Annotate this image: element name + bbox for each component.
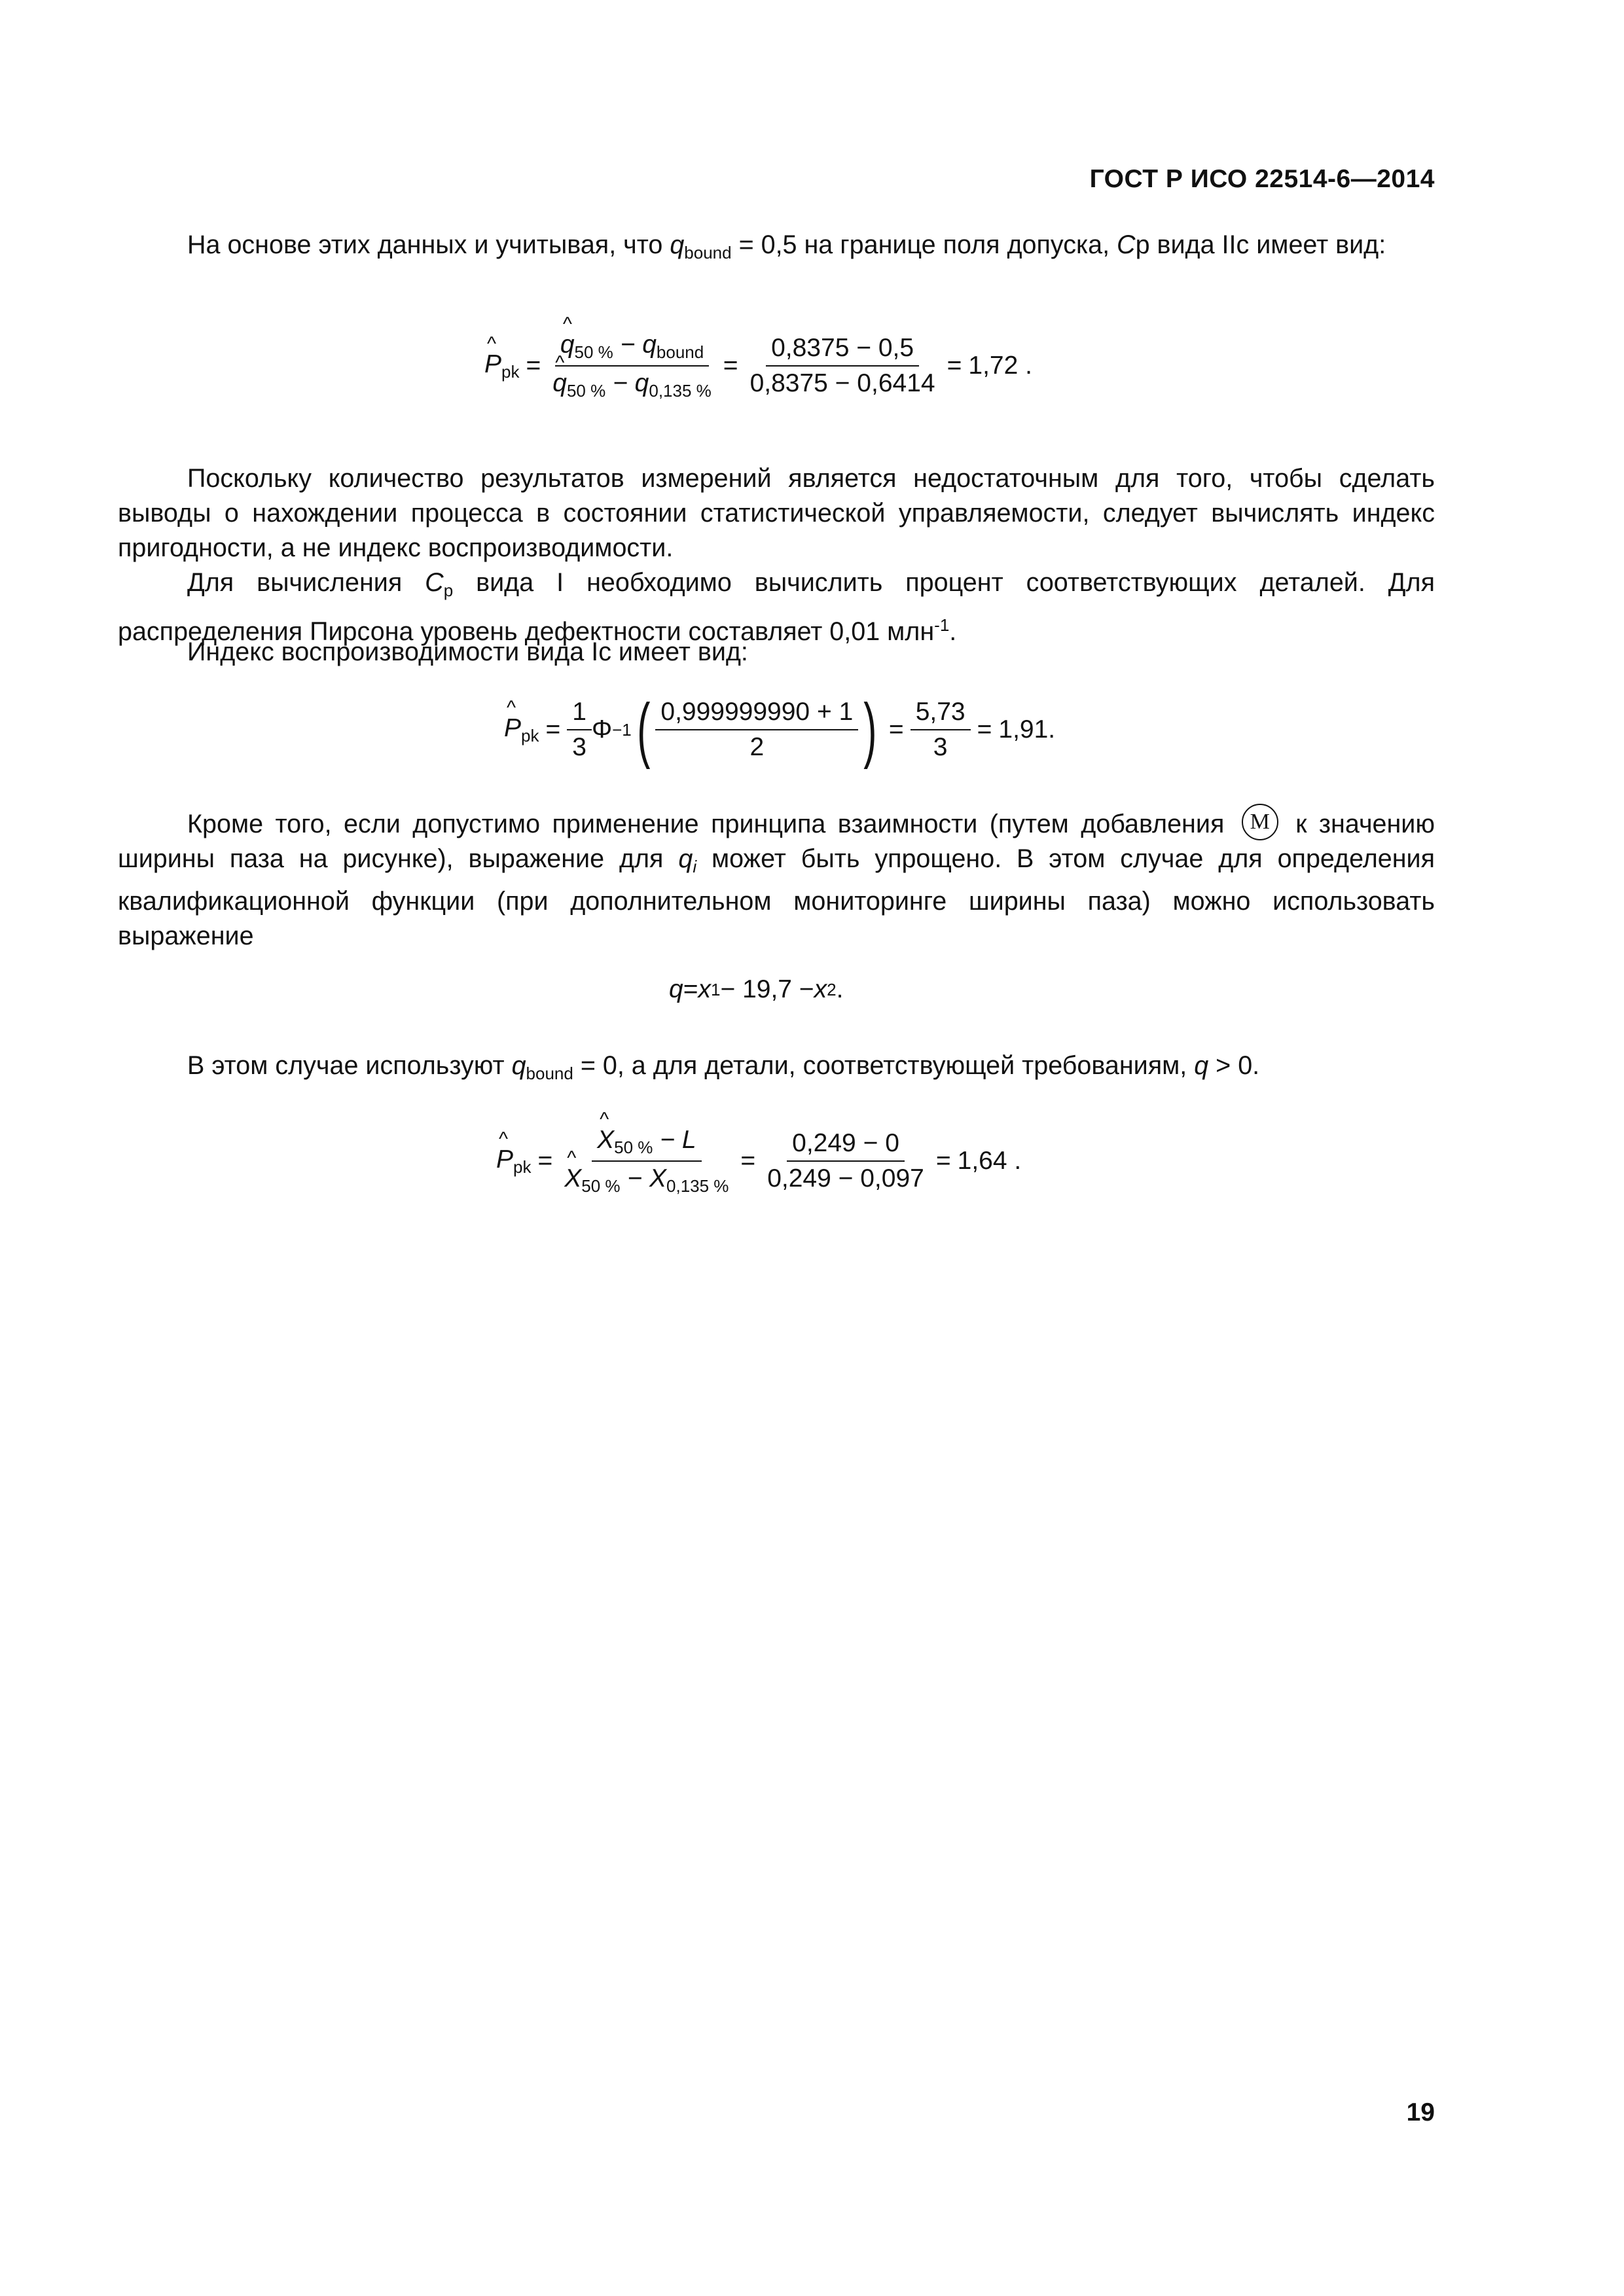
paragraph-index-ic: Индекс воспроизводимости вида Ic имеет вид: bbox=[187, 637, 748, 666]
formula-ppk-1: ^ $P_{pk}$ = ^ $q_{50 \%} - q_{bound}$ ^ $q_{50 \%} - q_{0,135 \%}$ = $\frac{0,8375 - 0,5}{0,8375 - 0,6414}$ = 1,72 . bbox=[484, 331, 1032, 401]
paragraph-intro: На основе этих данных и учитывая, что $q_{bound} = 0,5$ на границе поля допуска, Cp вида IIc имеет вид: bbox=[187, 230, 1386, 262]
page-number: 19 bbox=[1406, 2098, 1435, 2126]
formula-ppk-3: ^ $P_{pk}$ = ^ $X_{50 \%} - L$ ^ $X_{50 \%} - X_{0,135 \%}$ = $\frac{0,249 - 0}{0,249 - 0,097}$ = 1,64 . bbox=[496, 1126, 1021, 1196]
reciprocity-symbol: M bbox=[1242, 804, 1278, 840]
paragraph-capability: Поскольку количество результатов измерений является недостаточным для того, чтобы сделать выводы о нахождении процесса в состоянии статистической управляемости, следует вычислять индекс пригодности, а не индекс воспроизводимости. bbox=[118, 464, 1435, 562]
paragraph-reciprocity: Кроме того, если допустимо применение принципа взаимности (путем добавления M к значению ширины паза на рисунке), выражение для $q_i$ может быть упрощено. В этом случае для определения квалификационной функции (при дополнительном мониторинге ширины паза) можно использовать выражение bbox=[118, 804, 1435, 954]
paragraph-cp-type-i: Для вычисления $C_p$ вида I необходимо вычислить процент соответствующих деталей. Для распределения Пирсона уровень дефектности составляет 0,01 млн$^{-1}$. bbox=[118, 568, 1435, 646]
paragraph-qbound-zero: В этом случае используют $q_{bound} = 0$, а для детали, соответствующей требованиям, q > 0. bbox=[187, 1051, 1260, 1083]
standard-header: ГОСТ Р ИСО 22514-6—2014 bbox=[1089, 165, 1435, 193]
formula-q: q = x 1 − 19,7 − x 2 . bbox=[669, 975, 844, 1003]
formula-ppk-2: ^ $P_{pk}$ = $\frac{1}{3}$ Φ −1 ( $\frac{0,999999990 + 1}{2}$ ) = $\frac{5,73}{3}$ = 1,91. bbox=[504, 694, 1055, 766]
